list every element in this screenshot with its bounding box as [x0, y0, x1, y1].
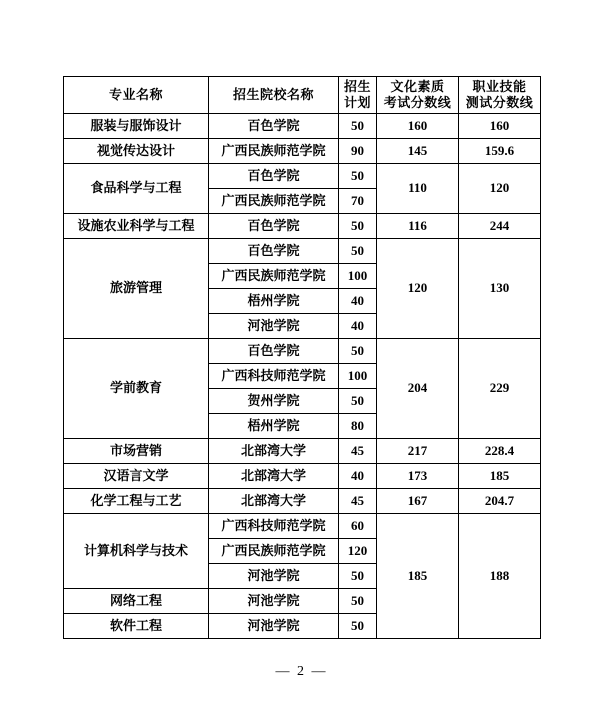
cell-plan: 120 — [339, 539, 377, 564]
cell-culture-score: 120 — [377, 239, 459, 339]
cell-plan: 50 — [339, 589, 377, 614]
cell-school: 百色学院 — [209, 214, 339, 239]
table-row — [64, 514, 541, 539]
cell-school: 百色学院 — [209, 239, 339, 264]
cell-school: 广西民族师范学院 — [209, 189, 339, 214]
column-header-culture-line2: 考试分数线 — [383, 95, 452, 110]
table-row — [64, 114, 541, 139]
cell-plan: 50 — [339, 164, 377, 189]
cell-plan: 50 — [339, 339, 377, 364]
cell-school: 梧州学院 — [209, 289, 339, 314]
cell-school: 河池学院 — [209, 614, 339, 639]
table-row — [64, 239, 541, 264]
cell-major: 食品科学与工程 — [64, 164, 209, 214]
table-row — [64, 489, 541, 514]
cell-major: 计算机科学与技术 — [64, 514, 209, 589]
cell-school: 梧州学院 — [209, 414, 339, 439]
cell-skill-score: 228.4 — [459, 439, 541, 464]
cell-plan: 50 — [339, 389, 377, 414]
column-header-plan — [339, 77, 377, 114]
table-row — [64, 464, 541, 489]
cell-major: 学前教育 — [64, 339, 209, 439]
cell-culture-score: 160 — [377, 114, 459, 139]
cell-skill-score: 120 — [459, 164, 541, 214]
cell-school: 广西科技师范学院 — [209, 364, 339, 389]
cell-school: 广西民族师范学院 — [209, 264, 339, 289]
table-row — [64, 139, 541, 164]
cell-plan: 40 — [339, 314, 377, 339]
cell-culture-score: 116 — [377, 214, 459, 239]
column-header-culture-line1: 文化素质 — [390, 78, 445, 94]
cell-major: 网络工程 — [64, 589, 209, 614]
cell-plan: 40 — [339, 464, 377, 489]
table-body — [64, 114, 541, 639]
column-header-school — [209, 77, 339, 114]
cell-major: 旅游管理 — [64, 239, 209, 339]
column-header-plan-line2: 计划 — [343, 95, 371, 110]
cell-plan: 60 — [339, 514, 377, 539]
cell-major: 汉语言文学 — [64, 464, 209, 489]
cell-major: 市场营销 — [64, 439, 209, 464]
cell-school: 北部湾大学 — [209, 439, 339, 464]
column-header-major-line1: 专业名称 — [108, 86, 163, 102]
cell-major: 设施农业科学与工程 — [64, 214, 209, 239]
column-header-skill-score — [459, 77, 541, 114]
cell-culture-score: 217 — [377, 439, 459, 464]
cell-school: 百色学院 — [209, 114, 339, 139]
cell-school: 河池学院 — [209, 314, 339, 339]
cell-school: 广西科技师范学院 — [209, 514, 339, 539]
table-row — [64, 214, 541, 239]
cell-plan: 100 — [339, 264, 377, 289]
cell-school: 百色学院 — [209, 164, 339, 189]
table-row — [64, 339, 541, 364]
cell-school: 广西民族师范学院 — [209, 139, 339, 164]
score-table-container — [63, 76, 540, 639]
cell-plan: 50 — [339, 564, 377, 589]
column-header-culture-score — [377, 77, 459, 114]
column-header-school-line1: 招生院校名称 — [232, 86, 314, 102]
cell-school: 贺州学院 — [209, 389, 339, 414]
cell-skill-score: 188 — [459, 514, 541, 639]
table-header-row — [64, 77, 541, 114]
cell-plan: 50 — [339, 614, 377, 639]
page-number: — 2 — — [275, 664, 328, 679]
cell-culture-score: 110 — [377, 164, 459, 214]
cell-culture-score: 145 — [377, 139, 459, 164]
table-row — [64, 439, 541, 464]
cell-plan: 50 — [339, 114, 377, 139]
cell-skill-score: 160 — [459, 114, 541, 139]
cell-culture-score: 167 — [377, 489, 459, 514]
cell-plan: 50 — [339, 214, 377, 239]
cell-skill-score: 244 — [459, 214, 541, 239]
cell-plan: 45 — [339, 439, 377, 464]
cell-major: 视觉传达设计 — [64, 139, 209, 164]
cell-plan: 50 — [339, 239, 377, 264]
cell-culture-score: 204 — [377, 339, 459, 439]
cell-plan: 100 — [339, 364, 377, 389]
cell-culture-score: 185 — [377, 514, 459, 639]
cell-plan: 70 — [339, 189, 377, 214]
cell-major: 服装与服饰设计 — [64, 114, 209, 139]
column-header-plan-line1: 招生 — [343, 78, 371, 94]
cell-school: 河池学院 — [209, 564, 339, 589]
cell-plan: 80 — [339, 414, 377, 439]
cell-plan: 90 — [339, 139, 377, 164]
cell-major: 软件工程 — [64, 614, 209, 639]
table-row — [64, 164, 541, 189]
column-header-skill-line1: 职业技能 — [472, 78, 527, 94]
cell-major: 化学工程与工艺 — [64, 489, 209, 514]
cell-school: 北部湾大学 — [209, 464, 339, 489]
cell-skill-score: 159.6 — [459, 139, 541, 164]
cell-school: 北部湾大学 — [209, 489, 339, 514]
cell-school: 河池学院 — [209, 589, 339, 614]
admission-score-table — [63, 76, 541, 639]
cell-skill-score: 204.7 — [459, 489, 541, 514]
column-header-skill-line2: 测试分数线 — [465, 95, 534, 110]
cell-skill-score: 130 — [459, 239, 541, 339]
cell-school: 百色学院 — [209, 339, 339, 364]
cell-culture-score: 173 — [377, 464, 459, 489]
cell-skill-score: 185 — [459, 464, 541, 489]
cell-skill-score: 229 — [459, 339, 541, 439]
table-header — [64, 77, 541, 114]
cell-plan: 45 — [339, 489, 377, 514]
cell-plan: 40 — [339, 289, 377, 314]
column-header-major — [64, 77, 209, 114]
cell-school: 广西民族师范学院 — [209, 539, 339, 564]
